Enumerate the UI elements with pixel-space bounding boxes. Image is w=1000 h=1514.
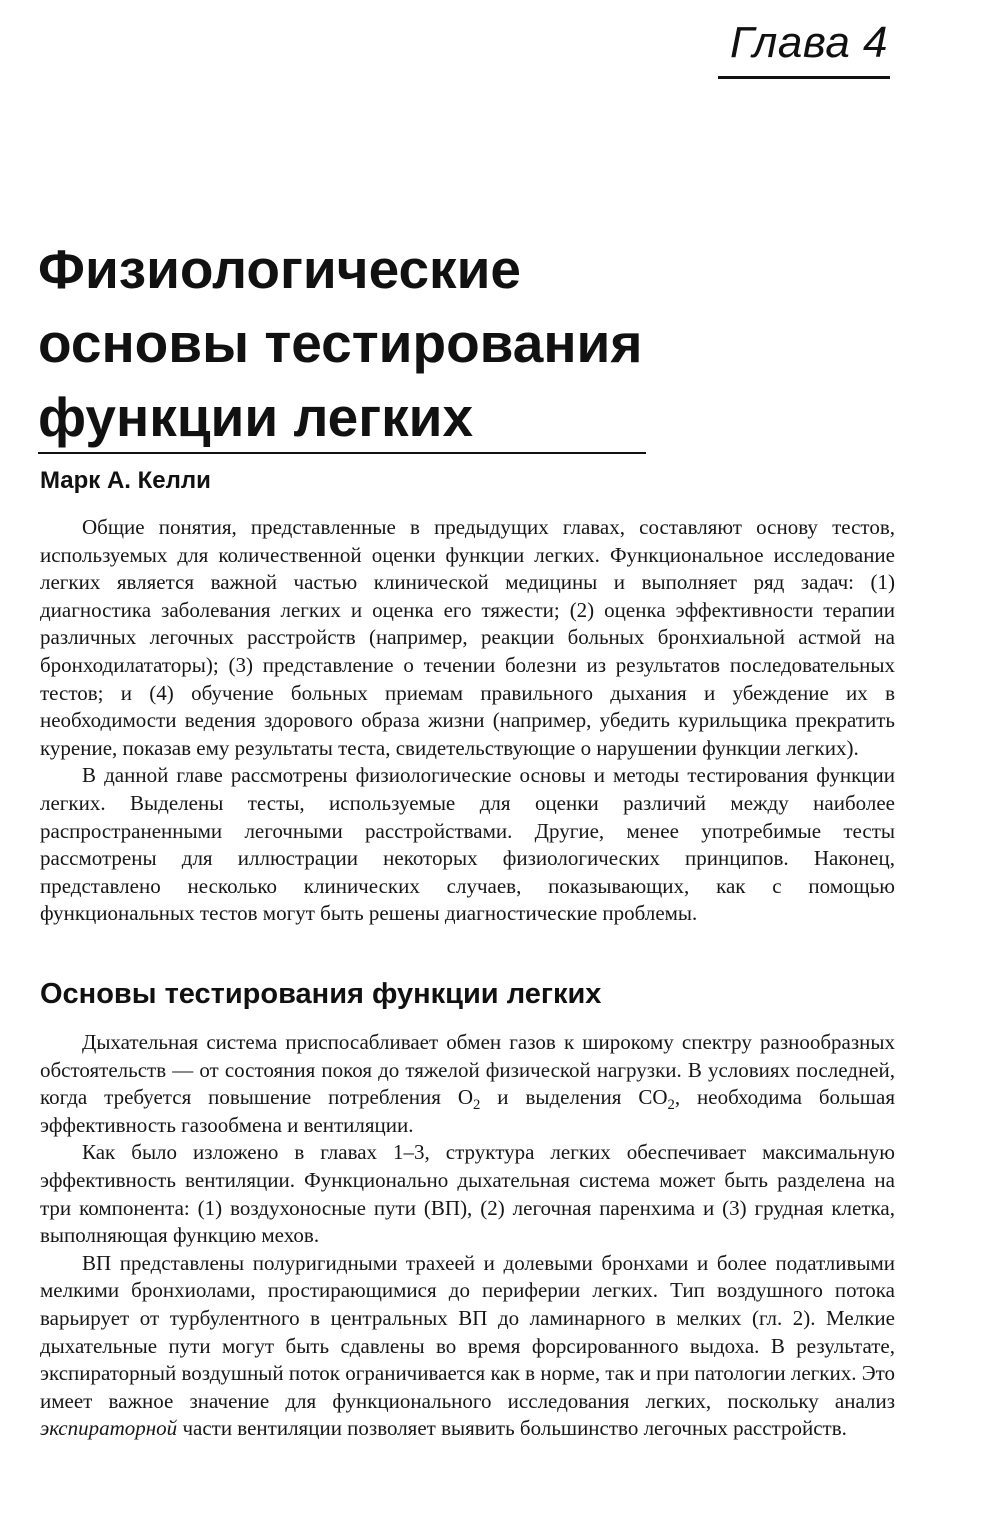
intro-paragraph: В данной главе рассмотрены физиологические основы и методы тестирования функции легких. Выделены тесты, используемые для оценки различий между наиболее распространенными легочными расстройствами. Другие, менее употребимые тесты рассмотрены для иллюстрации некоторых физиологических принципов. Наконец, представлено несколько клинических случаев, показывающих, как с помощью функциональных тестов могут быть решены диагностические проблемы. — [40, 763, 895, 926]
section-paragraph: Как было изложено в главах 1–3, структура легких обеспечивает максимальную эффективность вентиляции. Функционально дыхательная система может быть разделена на три компонента: (1) воздухоносные пути (ВП), (2) легочная паренхима и (3) грудная клетка, выполняющая функцию мехов. — [40, 1140, 895, 1248]
author-name: Марк А. Келли — [40, 467, 211, 494]
chapter-underline — [718, 76, 890, 79]
chapter-title — [38, 232, 738, 454]
emphasis-text: экспираторной — [40, 1416, 178, 1441]
intro-paragraph: Общие понятия, представленные в предыдущих главах, составляют основу тестов, используемых для количественной оценки функции легких. Функциональное исследование легких является важной частью клинической медицины и выполняет ряд задач: (1) диагностика заболевания легких и оценка его тяжести; (2) оценка эффективности терапии различных легочных расстройств (например, реакции больных бронхиальной астмой на бронходилататоры); (3) представление о течении болезни из результатов последовательных тестов; и (4) обучение больных приемам правильного дыхания и убеждение их в необходимости ведения здорового образа жизни (например, убедить курильщика прекратить курение, показав ему результаты теста, свидетельствующие о нарушении функции легких). — [40, 515, 895, 760]
section-paragraph — [40, 1250, 895, 1443]
chapter-title-line: функции легких — [38, 386, 474, 448]
title-divider — [38, 452, 646, 454]
paragraph-text: Дыхательная система приспосабливает обмен газов к широкому спектру разнообразных обстоятельств — от состояния покоя до тяжелой физической нагрузки. В условиях последней, когда требуется повышение потребления O — [40, 1030, 895, 1110]
section-heading: Основы тестирования функции легких — [40, 978, 602, 1010]
chapter-label: Глава 4 — [730, 18, 888, 67]
chapter-title-line: Физиологические — [38, 238, 521, 300]
paragraph-text: ВП представлены полуригидными трахеей и долевыми бронхами и более податливыми мелкими бронхиолами, простирающимися до периферии легких. Тип воздушного потока варьирует от турбулентного в центральных ВП до ламинарного в мелких (гл. 2). Мелкие дыхательные пути могут быть сдавлены во время форсированного выдоха. В результате, экспираторный воздушный поток ограничивается как в норме, так и при патологии легких. Это имеет важное значение для функционального исследования легких, поскольку анализ — [40, 1250, 895, 1413]
subscript: 2 — [473, 1097, 481, 1114]
section-paragraph — [40, 1029, 895, 1139]
subscript: 2 — [667, 1097, 675, 1114]
intro-text — [40, 514, 895, 928]
paragraph-text: и выделения CO — [480, 1085, 668, 1110]
section-text — [40, 1029, 895, 1443]
paragraph-text: , необходима большая эффективность газообмена и вентиляции. — [40, 1085, 895, 1137]
chapter-title-line: основы тестирования — [38, 312, 643, 374]
paragraph-text: части вентиляции позволяет выявить большинство легочных расстройств. — [177, 1416, 847, 1441]
